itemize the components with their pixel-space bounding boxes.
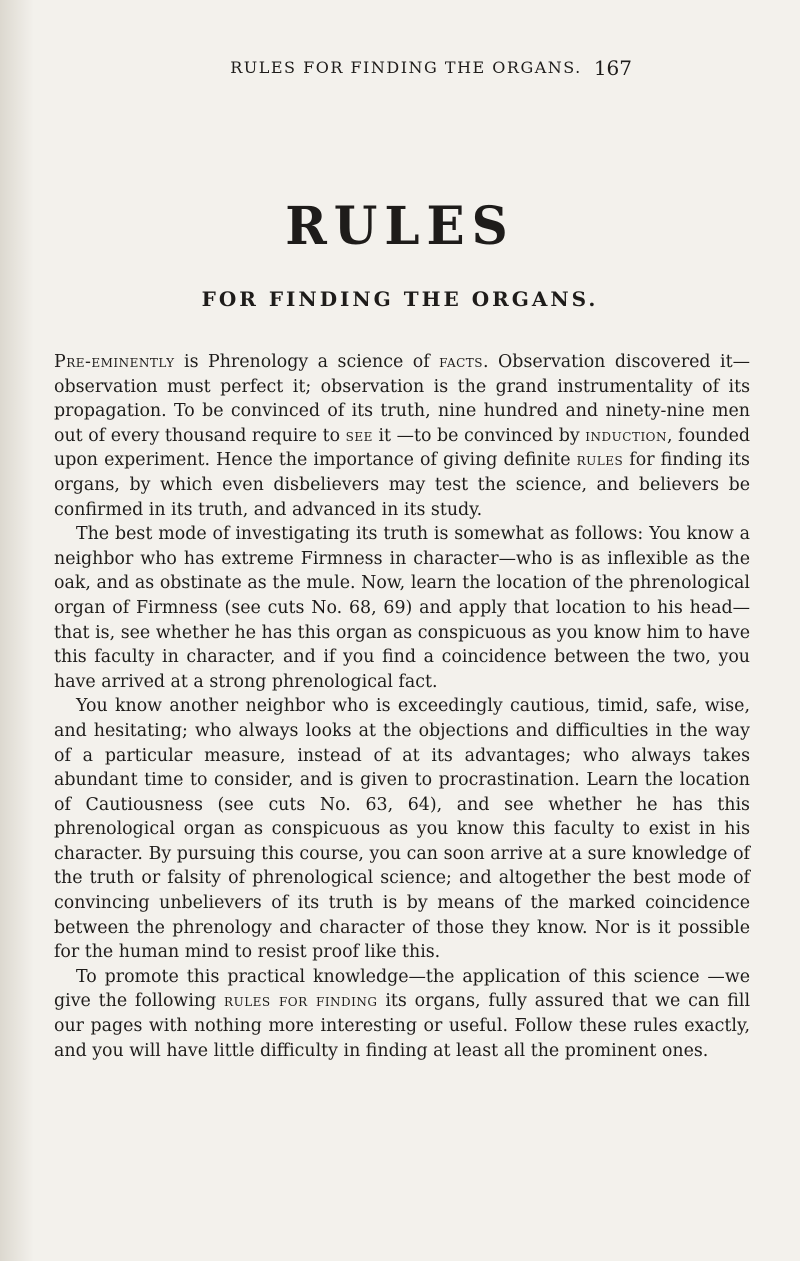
paragraph-lead: Pre-eminently: [54, 352, 175, 372]
chapter-subtitle: FOR FINDING THE ORGANS.: [201, 287, 599, 311]
chapter-title: RULES: [285, 194, 515, 257]
paragraph-2: The best mode of investigating its truth is somewhat as follows: You know a neighbor who has extreme Firmness in character—who is as inflexible as the oak, and as obstinate as the mule. Now, learn the location of the phrenological organ of Firmness (see cuts No. 68, 69) and apply that location to his head—that is, see whether he has this organ as conspicuous as you know him to have this faculty in character, and if you find a coincidence between the two, you have arrived at a strong phrenological fact.: [54, 524, 750, 692]
page-binding-shadow: [0, 0, 34, 1261]
page-number: 167: [593, 56, 632, 80]
body-text: [54, 350, 750, 1063]
paragraph-1: Pre-eminently is Phrenology a science of facts. Observation discovered it—observation must perfect it; observation is the grand instrumentality of its propagation. To be convinced of its truth, nine hundred and ninety-nine men out of every thousand require to see it —to be convinced by induction, founded upon experiment. Hence the importance of giving definite rules for finding its organs, by which even disbelievers may test the science, and believers be confirmed in its truth, and advanced in its study.: [54, 352, 750, 520]
paragraph-3: You know another neighbor who is exceedingly cautious, timid, safe, wise, and hesitating; who always looks at the objections and difficulties in the way of a particular measure, instead of at its advantages; who always takes abundant time to consider, and is given to procrastination. Learn the location of Cautiousness (see cuts No. 63, 64), and see whether he has this phrenological organ as conspicuous as you know this faculty to exist in his character. By pursuing this course, you can soon arrive at a sure knowledge of the truth or falsity of phrenological science; and altogether the best mode of convincing unbelievers of its truth is by means of the marked coincidence between the phrenology and character of those they know. Nor is it possible for the human mind to resist proof like this.: [54, 696, 750, 963]
running-head: RULES FOR FINDING THE ORGANS.: [230, 58, 582, 77]
paragraph-4: To promote this practical knowledge—the application of this science —we give the following rules for finding its organs, fully assured that we can fill our pages with nothing more interesting or useful. Follow these rules exactly, and you will have little difficulty in finding at least all the prominent ones.: [54, 966, 751, 1061]
